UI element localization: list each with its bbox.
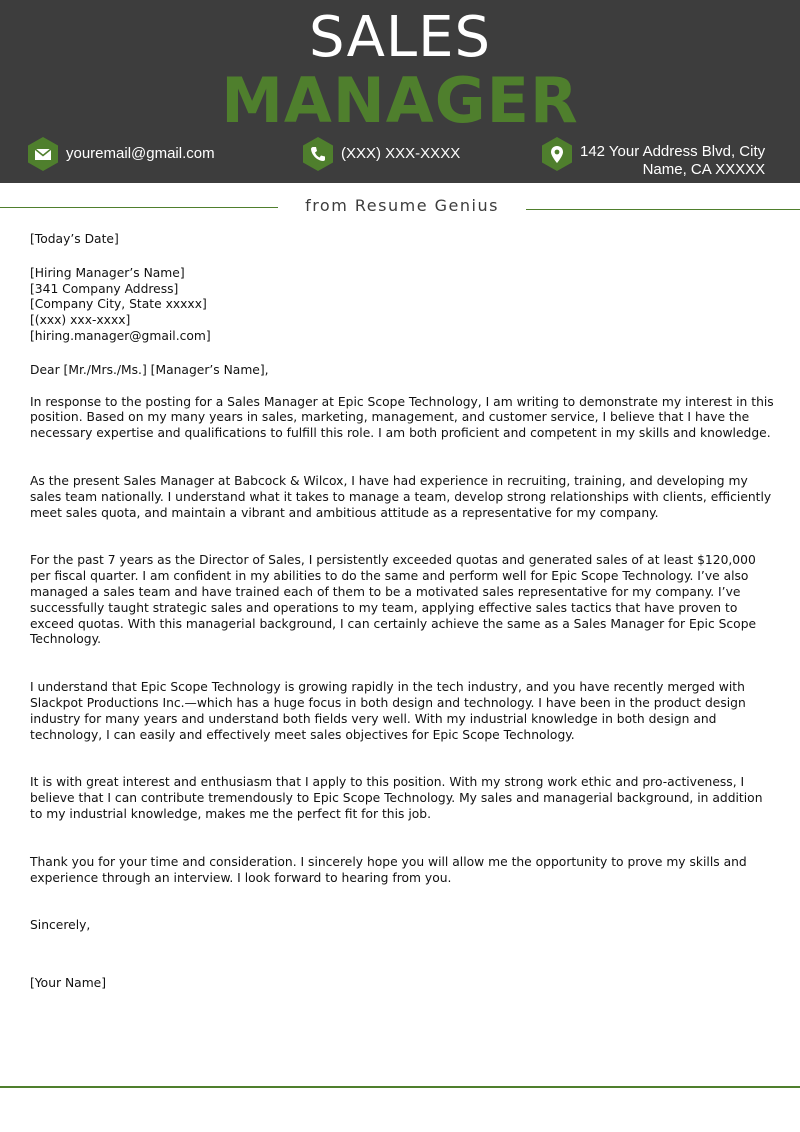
subheader: from Resume Genius: [305, 196, 499, 215]
recipient-address: [341 Company Address]: [30, 281, 179, 296]
paragraph-1: In response to the posting for a Sales Manager at Epic Scope Technology, I am writing to demonstrate my interest in this position. Based on my many years in sales, marketing, management, and customer service, I believe that I have the necessary expertise and qualifications to fulfill this role. I am both proficient and competent in my skills and knowledge.: [30, 394, 774, 441]
paragraph-4: I understand that Epic Scope Technology is growing rapidly in the tech industry, and you have recently merged with Slackpot Productions Inc.—which has a huge focus in both design and technology. I have been in the product design industry for many years and understand both fields very well. With my industrial knowledge in both design and technology, I can easily and effectively meet sales objectives for Epic Scope Technology.: [30, 680, 746, 742]
contact-phone[interactable]: [303, 137, 460, 173]
phone-text: (XXX) XXX-XXXX: [341, 145, 461, 162]
bottom-rule: [0, 1086, 800, 1088]
address-line-2: Name, CA XXXXX: [642, 161, 766, 178]
paragraph-2: As the present Sales Manager at Babcock & Wilcox, I have had experience in recruiting, training, and developing my sales team nationally. I understand what it takes to manage a team, develop strong relationships with clients, efficiently meet sales quota, and maintain a vibrant and ambitious attitude as a representative for my company.: [30, 473, 772, 520]
envelope-icon: [28, 137, 58, 171]
location-pin-icon: [542, 137, 572, 171]
paragraph-5: It is with great interest and enthusiasm that I apply to this position. With my strong work ethic and pro-activeness, I believe that I can contribute tremendously to Epic Scope Technology. My sales and managerial background, in addition to my industrial knowledge, makes me the perfect fit for this job.: [30, 775, 763, 821]
contact-address[interactable]: [542, 137, 766, 178]
salutation: Dear [Mr./Mrs./Ms.] [Manager’s Name],: [30, 362, 269, 377]
phone-icon: [303, 137, 333, 171]
header-banner: [0, 0, 800, 183]
address-text: [580, 143, 765, 179]
title-line-2: MANAGER: [221, 64, 579, 137]
signature: [Your Name]: [30, 976, 107, 991]
divider-right: [526, 209, 800, 210]
recipient-phone: [(xxx) xxx-xxxx]: [30, 313, 131, 328]
email-text: youremail@gmail.com: [66, 145, 215, 162]
paragraph-3: For the past 7 years as the Director of Sales, I persistently exceeded quotas and generated sales of at least $120,000 per fiscal quarter. I am confident in my abilities to do the same and perform well for Epic Scope Technology. I’ve also managed a sales team and have trained each of them to be a motivated sales representative for my company. I’ve successfully taught strategic sales and operations to my team, applying effective sales tactics that have proven to exceed quotas. With this managerial background, I can certainly achieve the same as a Sales Manager for Epic Scope Technology.: [30, 553, 757, 647]
recipient-email: [hiring.manager@gmail.com]: [30, 328, 211, 343]
letter-date: [Today’s Date]: [30, 232, 119, 246]
address-line-1: 142 Your Address Blvd, City: [580, 143, 766, 160]
paragraph-6: Thank you for your time and consideration. I sincerely hope you will allow me the opportunity to prove my skills and experience through an interview. I look forward to hearing from you.: [30, 854, 747, 885]
title-line-1: SALES: [308, 5, 492, 70]
letter-body: [30, 232, 775, 992]
divider-left: [0, 207, 278, 208]
recipient-city: [Company City, State xxxxx]: [30, 297, 207, 312]
contact-email[interactable]: [28, 137, 215, 173]
closing: Sincerely,: [30, 918, 91, 933]
recipient-name: [Hiring Manager’s Name]: [30, 265, 185, 280]
